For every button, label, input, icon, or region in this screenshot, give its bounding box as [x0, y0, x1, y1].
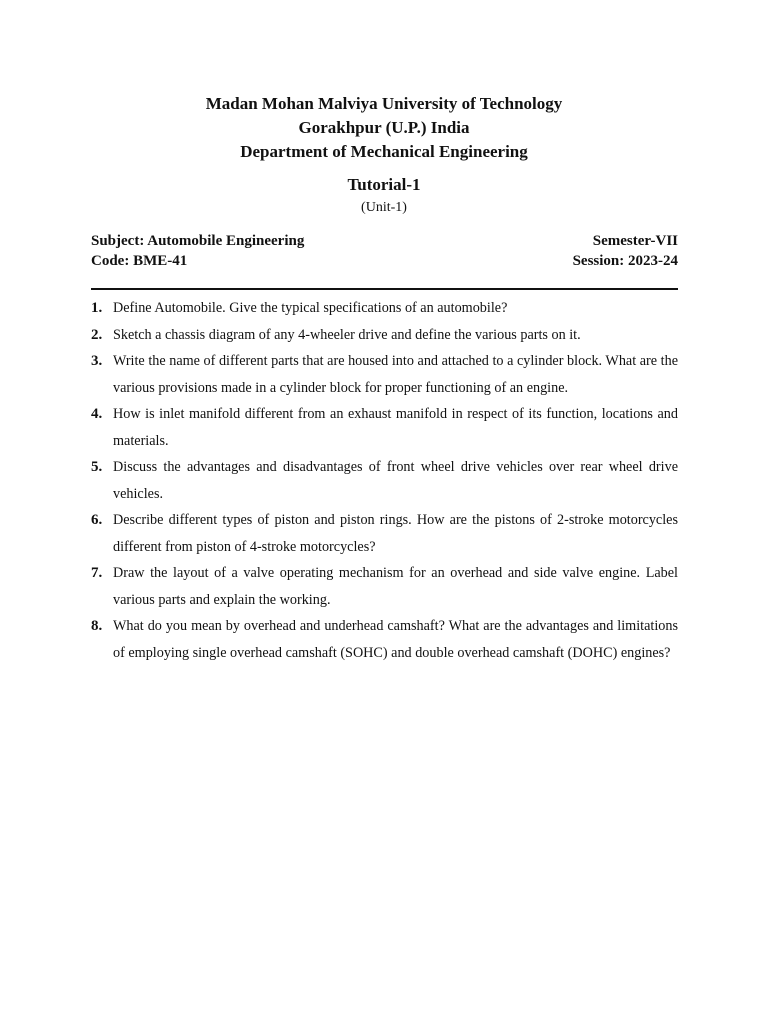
- question-text: Draw the layout of a valve operating mechanism for an overhead and side valve engine. Label various parts and explain the working.: [113, 565, 678, 608]
- subject-label: Subject: Automobile Engineering: [91, 233, 305, 249]
- question-text: Sketch a chassis diagram of any 4-wheeler drive and define the various parts on it.: [113, 326, 581, 343]
- question-item: [91, 322, 678, 349]
- question-number: 3.: [91, 353, 103, 369]
- question-item: [91, 348, 678, 401]
- question-item: [91, 507, 678, 560]
- tutorial-title: Tutorial-1: [347, 175, 421, 194]
- question-item: [91, 560, 678, 613]
- meta-row-2: [91, 251, 678, 271]
- question-text: Define Automobile. Give the typical specifications of an automobile?: [113, 300, 508, 316]
- header-divider: [91, 288, 678, 290]
- question-number: 1.: [91, 300, 103, 316]
- question-number: 5.: [91, 459, 103, 475]
- question-number: 2.: [91, 326, 103, 343]
- question-text: Describe different types of piston and piston rings. How are the pistons of 2-stroke motorcycles different from piston of 4-stroke motorcycles?: [113, 512, 678, 555]
- document-header: [0, 92, 768, 218]
- question-item: [91, 401, 678, 454]
- question-number: 8.: [91, 618, 103, 634]
- question-item: [91, 613, 678, 666]
- course-meta: [91, 231, 678, 271]
- university-name: Madan Mohan Malviya University of Technology: [205, 94, 563, 113]
- question-item: [91, 454, 678, 507]
- semester-label: Semester-VII: [592, 233, 678, 249]
- question-text: Discuss the advantages and disadvantages of front wheel drive vehicles over rear wheel drive vehicles.: [113, 459, 678, 502]
- meta-row-1: [91, 231, 678, 251]
- unit-label: (Unit-1): [361, 200, 407, 215]
- question-item: [91, 295, 678, 322]
- question-number: 4.: [91, 406, 103, 422]
- question-text: Write the name of different parts that are housed into and attached to a cylinder block. What are the various provisions made in a cylinder block for proper functioning of an engine.: [113, 353, 678, 396]
- question-text: How is inlet manifold different from an exhaust manifold in respect of its function, locations and materials.: [113, 406, 678, 449]
- question-number: 6.: [91, 512, 103, 528]
- department-name: Department of Mechanical Engineering: [240, 142, 528, 161]
- university-location: Gorakhpur (U.P.) India: [298, 118, 470, 137]
- question-list: [91, 295, 678, 666]
- code-label: Code: BME-41: [91, 253, 188, 269]
- question-number: 7.: [91, 565, 103, 581]
- question-text: What do you mean by overhead and underhead camshaft? What are the advantages and limitations of employing single overhead camshaft (SOHC) and double overhead camshaft (DOHC) engines?: [113, 618, 678, 661]
- session-label: Session: 2023-24: [572, 253, 678, 269]
